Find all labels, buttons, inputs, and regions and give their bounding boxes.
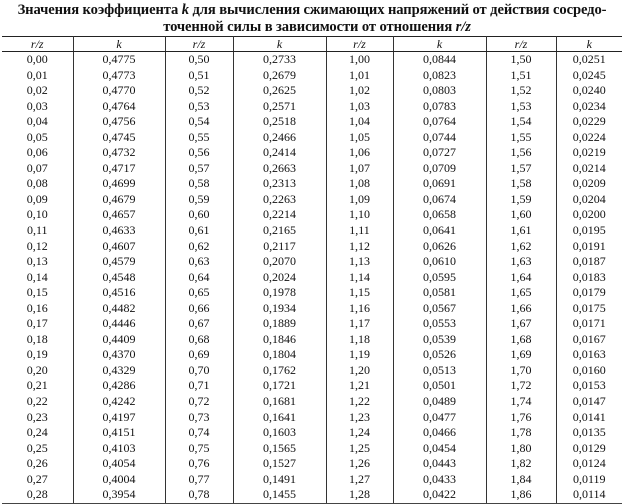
cell-rz: 1,00 bbox=[326, 52, 393, 68]
cell-k: 0,2518 bbox=[233, 114, 326, 130]
cell-k: 0,0581 bbox=[393, 285, 486, 301]
table-row bbox=[2, 378, 622, 394]
cell-k: 0,0626 bbox=[393, 239, 486, 255]
cell-k: 0,0477 bbox=[393, 410, 486, 426]
cell-k: 0,4409 bbox=[73, 332, 165, 348]
cell-rz: 0,69 bbox=[165, 347, 233, 363]
table-row bbox=[2, 83, 622, 99]
cell-k: 0,4579 bbox=[73, 254, 165, 270]
cell-rz: 1,69 bbox=[486, 347, 556, 363]
cell-k: 0,1978 bbox=[233, 285, 326, 301]
table-row bbox=[2, 301, 622, 317]
cell-rz: 1,08 bbox=[326, 176, 393, 192]
cell-k: 0,4054 bbox=[73, 456, 165, 472]
cell-rz: 0,63 bbox=[165, 254, 233, 270]
cell-rz: 0,27 bbox=[2, 472, 73, 488]
cell-k: 0,2214 bbox=[233, 207, 326, 223]
cell-rz: 1,16 bbox=[326, 301, 393, 317]
cell-rz: 0,57 bbox=[165, 161, 233, 177]
table-row bbox=[2, 441, 622, 457]
cell-k: 0,0141 bbox=[572, 409, 606, 424]
cell-rz: 1,27 bbox=[326, 472, 393, 488]
table-row bbox=[2, 145, 622, 161]
header-rz-3: r/z bbox=[326, 37, 393, 52]
table-row bbox=[2, 99, 622, 115]
cell-rz: 0,71 bbox=[165, 378, 233, 394]
cell-k: 0,2414 bbox=[233, 145, 326, 161]
cell-rz: 1,26 bbox=[326, 456, 393, 472]
table-row bbox=[2, 316, 622, 332]
cell-rz: 0,73 bbox=[165, 410, 233, 426]
cell-rz: 0,52 bbox=[165, 83, 233, 99]
cell-rz: 0,21 bbox=[2, 378, 73, 394]
cell-k: 0,0171 bbox=[572, 316, 606, 331]
table-row bbox=[2, 192, 622, 208]
table-row bbox=[2, 161, 622, 177]
cell-k: 0,2117 bbox=[233, 239, 326, 255]
header-k-2: k bbox=[233, 37, 326, 52]
cell-k: 0,0727 bbox=[393, 145, 486, 161]
table-row bbox=[2, 52, 622, 68]
cell-k: 0,0163 bbox=[572, 347, 606, 362]
cell-rz: 1,10 bbox=[326, 207, 393, 223]
cell-k: 0,2070 bbox=[233, 254, 326, 270]
cell-k: 0,1681 bbox=[233, 394, 326, 410]
table-row bbox=[2, 130, 622, 146]
cell-rz: 0,09 bbox=[2, 192, 73, 208]
cell-rz: 1,13 bbox=[326, 254, 393, 270]
cell-k: 0,1565 bbox=[233, 441, 326, 457]
cell-rz: 1,22 bbox=[326, 394, 393, 410]
cell-k: 0,4004 bbox=[73, 472, 165, 488]
cell-rz: 1,54 bbox=[486, 114, 556, 130]
header-k-4: k bbox=[556, 37, 622, 52]
cell-k: 0,0195 bbox=[572, 223, 606, 238]
cell-k: 0,0167 bbox=[572, 331, 606, 346]
caption-line-1 bbox=[18, 2, 607, 18]
cell-rz: 1,03 bbox=[326, 99, 393, 115]
cell-k: 0,0489 bbox=[393, 394, 486, 410]
cell-k: 0,2466 bbox=[233, 130, 326, 146]
cell-k: 0,1455 bbox=[233, 487, 326, 503]
cell-k: 0,4516 bbox=[73, 285, 165, 301]
cell-rz: 1,82 bbox=[486, 456, 556, 472]
cell-k: 0,4756 bbox=[73, 114, 165, 130]
cell-k: 0,4745 bbox=[73, 130, 165, 146]
caption-line-2 bbox=[0, 19, 624, 36]
cell-k: 0,0245 bbox=[572, 67, 606, 82]
cell-rz: 1,12 bbox=[326, 239, 393, 255]
cell-k: 0,2679 bbox=[233, 68, 326, 84]
cell-rz: 0,60 bbox=[165, 207, 233, 223]
cell-k: 0,0526 bbox=[393, 347, 486, 363]
cell-rz: 0,54 bbox=[165, 114, 233, 130]
cell-k: 0,0844 bbox=[393, 52, 486, 68]
cell-rz: 1,61 bbox=[486, 223, 556, 239]
cell-rz: 1,52 bbox=[486, 83, 556, 99]
cell-k: 0,0744 bbox=[393, 130, 486, 146]
cell-rz: 0,53 bbox=[165, 99, 233, 115]
table-row bbox=[2, 456, 622, 472]
cell-rz: 1,68 bbox=[486, 332, 556, 348]
cell-k: 0,3954 bbox=[73, 487, 165, 503]
cell-rz: 1,23 bbox=[326, 410, 393, 426]
cell-rz: 0,28 bbox=[2, 487, 73, 503]
cell-k: 0,0209 bbox=[572, 176, 606, 191]
cell-k: 0,1846 bbox=[233, 332, 326, 348]
cell-rz: 0,18 bbox=[2, 332, 73, 348]
cell-rz: 1,24 bbox=[326, 425, 393, 441]
cell-k: 0,0674 bbox=[393, 192, 486, 208]
cell-rz: 0,25 bbox=[2, 441, 73, 457]
cell-rz: 0,56 bbox=[165, 145, 233, 161]
cell-k: 0,4103 bbox=[73, 441, 165, 457]
cell-k: 0,0658 bbox=[393, 207, 486, 223]
cell-k: 0,4764 bbox=[73, 99, 165, 115]
cell-rz: 0,77 bbox=[165, 472, 233, 488]
cell-k: 0,1527 bbox=[233, 456, 326, 472]
cell-rz: 0,68 bbox=[165, 332, 233, 348]
cell-rz: 0,16 bbox=[2, 301, 73, 317]
cell-k: 0,1603 bbox=[233, 425, 326, 441]
header-rz-2: r/z bbox=[165, 37, 233, 52]
cell-rz: 1,58 bbox=[486, 176, 556, 192]
cell-k: 0,0219 bbox=[572, 145, 606, 160]
cell-rz: 1,64 bbox=[486, 270, 556, 286]
header-rz-1: r/z bbox=[2, 37, 73, 52]
cell-rz: 1,02 bbox=[326, 83, 393, 99]
cell-k: 0,1889 bbox=[233, 316, 326, 332]
cell-k: 0,2571 bbox=[233, 99, 326, 115]
cell-rz: 0,20 bbox=[2, 363, 73, 379]
cell-k: 0,4775 bbox=[73, 52, 165, 68]
cell-rz: 1,21 bbox=[326, 378, 393, 394]
cell-rz: 1,25 bbox=[326, 441, 393, 457]
table-row bbox=[2, 410, 622, 426]
cell-rz: 0,23 bbox=[2, 410, 73, 426]
cell-rz: 1,51 bbox=[486, 68, 556, 84]
cell-k: 0,4482 bbox=[73, 301, 165, 317]
cell-k: 0,4242 bbox=[73, 394, 165, 410]
cell-k: 0,4657 bbox=[73, 207, 165, 223]
table-row bbox=[2, 332, 622, 348]
cell-k: 0,0214 bbox=[572, 160, 606, 175]
cell-k: 0,4633 bbox=[73, 223, 165, 239]
cell-rz: 1,63 bbox=[486, 254, 556, 270]
cell-rz: 0,06 bbox=[2, 145, 73, 161]
table-row bbox=[2, 270, 622, 286]
cell-rz: 1,18 bbox=[326, 332, 393, 348]
cell-k: 0,0114 bbox=[556, 487, 622, 503]
table-row bbox=[2, 114, 622, 130]
cell-rz: 1,15 bbox=[326, 285, 393, 301]
cell-rz: 0,05 bbox=[2, 130, 73, 146]
cell-rz: 0,59 bbox=[165, 192, 233, 208]
table-row bbox=[2, 425, 622, 441]
cell-rz: 1,59 bbox=[486, 192, 556, 208]
cell-rz: 0,04 bbox=[2, 114, 73, 130]
cell-rz: 0,55 bbox=[165, 130, 233, 146]
cell-k: 0,0175 bbox=[572, 300, 606, 315]
cell-k: 0,0443 bbox=[393, 456, 486, 472]
cell-rz: 0,22 bbox=[2, 394, 73, 410]
cell-rz: 1,28 bbox=[326, 487, 393, 503]
cell-rz: 0,08 bbox=[2, 176, 73, 192]
cell-k: 0,0513 bbox=[393, 363, 486, 379]
cell-rz: 1,72 bbox=[486, 378, 556, 394]
cell-rz: 0,50 bbox=[165, 52, 233, 68]
cell-k: 0,0119 bbox=[572, 471, 606, 486]
cell-rz: 0,07 bbox=[2, 161, 73, 177]
cell-k: 0,0454 bbox=[393, 441, 486, 457]
cell-rz: 1,60 bbox=[486, 207, 556, 223]
cell-k: 0,0433 bbox=[393, 472, 486, 488]
cell-rz: 0,67 bbox=[165, 316, 233, 332]
cell-rz: 1,20 bbox=[326, 363, 393, 379]
cell-k: 0,0135 bbox=[572, 425, 606, 440]
cell-k: 0,2313 bbox=[233, 176, 326, 192]
cell-rz: 0,76 bbox=[165, 456, 233, 472]
cell-k: 0,0183 bbox=[572, 269, 606, 284]
cell-k: 0,0187 bbox=[572, 254, 606, 269]
cell-k: 0,0234 bbox=[572, 98, 606, 113]
cell-k: 0,0501 bbox=[393, 378, 486, 394]
cell-k: 0,1491 bbox=[233, 472, 326, 488]
cell-rz: 1,55 bbox=[486, 130, 556, 146]
cell-k: 0,0553 bbox=[393, 316, 486, 332]
caption-ratio-symbol: r/z bbox=[455, 19, 471, 35]
cell-rz: 1,65 bbox=[486, 285, 556, 301]
cell-k: 0,2263 bbox=[233, 192, 326, 208]
cell-k: 0,1762 bbox=[233, 363, 326, 379]
header-rz-4: r/z bbox=[486, 37, 556, 52]
cell-k: 0,0466 bbox=[393, 425, 486, 441]
cell-k: 0,0229 bbox=[572, 114, 606, 129]
cell-rz: 0,75 bbox=[165, 441, 233, 457]
table-row bbox=[2, 207, 622, 223]
cell-rz: 1,74 bbox=[486, 394, 556, 410]
cell-k: 0,0153 bbox=[572, 378, 606, 393]
cell-k: 0,0641 bbox=[393, 223, 486, 239]
cell-rz: 1,67 bbox=[486, 316, 556, 332]
cell-rz: 0,14 bbox=[2, 270, 73, 286]
table-row bbox=[2, 176, 622, 192]
cell-k: 0,0595 bbox=[393, 270, 486, 286]
cell-rz: 1,84 bbox=[486, 472, 556, 488]
cell-k: 0,0200 bbox=[572, 207, 606, 222]
cell-k: 0,4732 bbox=[73, 145, 165, 161]
table-row bbox=[2, 487, 622, 503]
cell-k: 0,0691 bbox=[393, 176, 486, 192]
cell-rz: 1,62 bbox=[486, 239, 556, 255]
table-row bbox=[2, 394, 622, 410]
cell-k: 0,0160 bbox=[572, 362, 606, 377]
table-row bbox=[2, 347, 622, 363]
cell-rz: 1,53 bbox=[486, 99, 556, 115]
cell-rz: 0,19 bbox=[2, 347, 73, 363]
cell-rz: 0,62 bbox=[165, 239, 233, 255]
cell-rz: 0,11 bbox=[2, 223, 73, 239]
coefficient-table bbox=[2, 36, 622, 504]
cell-k: 0,4773 bbox=[73, 68, 165, 84]
cell-k: 0,4329 bbox=[73, 363, 165, 379]
cell-k: 0,2663 bbox=[233, 161, 326, 177]
cell-rz: 1,50 bbox=[486, 52, 556, 68]
cell-k: 0,4679 bbox=[73, 192, 165, 208]
cell-rz: 1,66 bbox=[486, 301, 556, 317]
cell-k: 0,1641 bbox=[233, 410, 326, 426]
cell-k: 0,2733 bbox=[233, 52, 326, 68]
cell-rz: 0,64 bbox=[165, 270, 233, 286]
cell-k: 0,0147 bbox=[572, 394, 606, 409]
cell-rz: 0,66 bbox=[165, 301, 233, 317]
cell-k: 0,0240 bbox=[572, 83, 606, 98]
cell-k: 0,1804 bbox=[233, 347, 326, 363]
cell-k: 0,4286 bbox=[73, 378, 165, 394]
cell-rz: 1,05 bbox=[326, 130, 393, 146]
cell-rz: 0,58 bbox=[165, 176, 233, 192]
cell-rz: 0,70 bbox=[165, 363, 233, 379]
cell-rz: 0,72 bbox=[165, 394, 233, 410]
cell-rz: 0,61 bbox=[165, 223, 233, 239]
header-k-1: k bbox=[73, 37, 165, 52]
cell-k: 0,0539 bbox=[393, 332, 486, 348]
cell-rz: 0,65 bbox=[165, 285, 233, 301]
cell-rz: 1,04 bbox=[326, 114, 393, 130]
table-row bbox=[2, 239, 622, 255]
cell-k: 0,4446 bbox=[73, 316, 165, 332]
table-caption bbox=[0, 2, 624, 36]
cell-rz: 0,12 bbox=[2, 239, 73, 255]
cell-k: 0,1934 bbox=[233, 301, 326, 317]
table-row bbox=[2, 68, 622, 84]
caption-k-symbol: k bbox=[181, 2, 189, 18]
cell-k: 0,4370 bbox=[73, 347, 165, 363]
cell-rz: 1,19 bbox=[326, 347, 393, 363]
cell-rz: 0,03 bbox=[2, 99, 73, 115]
caption-line-1-suffix: для вычисления сжимающих напряжений от действия сосредо- bbox=[188, 2, 607, 18]
cell-k: 0,0709 bbox=[393, 161, 486, 177]
header-row bbox=[2, 37, 622, 52]
cell-k: 0,0129 bbox=[572, 440, 606, 455]
cell-rz: 1,80 bbox=[486, 441, 556, 457]
cell-k: 0,4770 bbox=[73, 83, 165, 99]
cell-rz: 1,17 bbox=[326, 316, 393, 332]
cell-rz: 0,17 bbox=[2, 316, 73, 332]
cell-k: 0,0422 bbox=[393, 487, 486, 503]
cell-rz: 1,86 bbox=[486, 487, 556, 503]
table-row bbox=[2, 254, 622, 270]
cell-k: 0,0610 bbox=[393, 254, 486, 270]
cell-rz: 0,51 bbox=[165, 68, 233, 84]
cell-rz: 0,13 bbox=[2, 254, 73, 270]
cell-k: 0,0783 bbox=[393, 99, 486, 115]
table-row bbox=[2, 285, 622, 301]
cell-rz: 0,78 bbox=[165, 487, 233, 503]
cell-rz: 0,00 bbox=[2, 52, 73, 68]
cell-rz: 1,70 bbox=[486, 363, 556, 379]
cell-k: 0,0823 bbox=[393, 68, 486, 84]
table-header bbox=[2, 37, 622, 52]
table-body bbox=[2, 52, 622, 504]
cell-rz: 1,09 bbox=[326, 192, 393, 208]
cell-rz: 1,78 bbox=[486, 425, 556, 441]
cell-k: 0,0191 bbox=[572, 238, 606, 253]
cell-rz: 0,10 bbox=[2, 207, 73, 223]
cell-rz: 1,56 bbox=[486, 145, 556, 161]
table-row bbox=[2, 472, 622, 488]
cell-k: 0,1721 bbox=[233, 378, 326, 394]
cell-rz: 1,76 bbox=[486, 410, 556, 426]
table-row bbox=[2, 223, 622, 239]
cell-rz: 1,06 bbox=[326, 145, 393, 161]
cell-rz: 1,57 bbox=[486, 161, 556, 177]
cell-k: 0,0251 bbox=[572, 52, 606, 66]
cell-k: 0,0224 bbox=[572, 129, 606, 144]
cell-rz: 0,74 bbox=[165, 425, 233, 441]
header-k-3: k bbox=[393, 37, 486, 52]
cell-k: 0,2165 bbox=[233, 223, 326, 239]
caption-line-2-prefix: точенной силы в зависимости от отношения bbox=[163, 19, 456, 35]
cell-rz: 0,26 bbox=[2, 456, 73, 472]
cell-k: 0,4717 bbox=[73, 161, 165, 177]
cell-k: 0,0124 bbox=[572, 456, 606, 471]
cell-k: 0,0764 bbox=[393, 114, 486, 130]
cell-rz: 0,01 bbox=[2, 68, 73, 84]
cell-k: 0,0803 bbox=[393, 83, 486, 99]
cell-rz: 1,01 bbox=[326, 68, 393, 84]
cell-k: 0,4607 bbox=[73, 239, 165, 255]
cell-rz: 0,24 bbox=[2, 425, 73, 441]
cell-k: 0,2625 bbox=[233, 83, 326, 99]
cell-rz: 1,11 bbox=[326, 223, 393, 239]
cell-rz: 1,14 bbox=[326, 270, 393, 286]
cell-k: 0,4699 bbox=[73, 176, 165, 192]
cell-k: 0,2024 bbox=[233, 270, 326, 286]
cell-rz: 0,02 bbox=[2, 83, 73, 99]
cell-k: 0,4151 bbox=[73, 425, 165, 441]
table-row bbox=[2, 363, 622, 379]
cell-rz: 0,15 bbox=[2, 285, 73, 301]
cell-k: 0,4197 bbox=[73, 410, 165, 426]
cell-k: 0,4548 bbox=[73, 270, 165, 286]
cell-rz: 1,07 bbox=[326, 161, 393, 177]
caption-line-1-prefix: Значения коэффициента bbox=[17, 2, 182, 18]
cell-k: 0,0204 bbox=[572, 191, 606, 206]
cell-k: 0,0567 bbox=[393, 301, 486, 317]
cell-k: 0,0179 bbox=[572, 285, 606, 300]
